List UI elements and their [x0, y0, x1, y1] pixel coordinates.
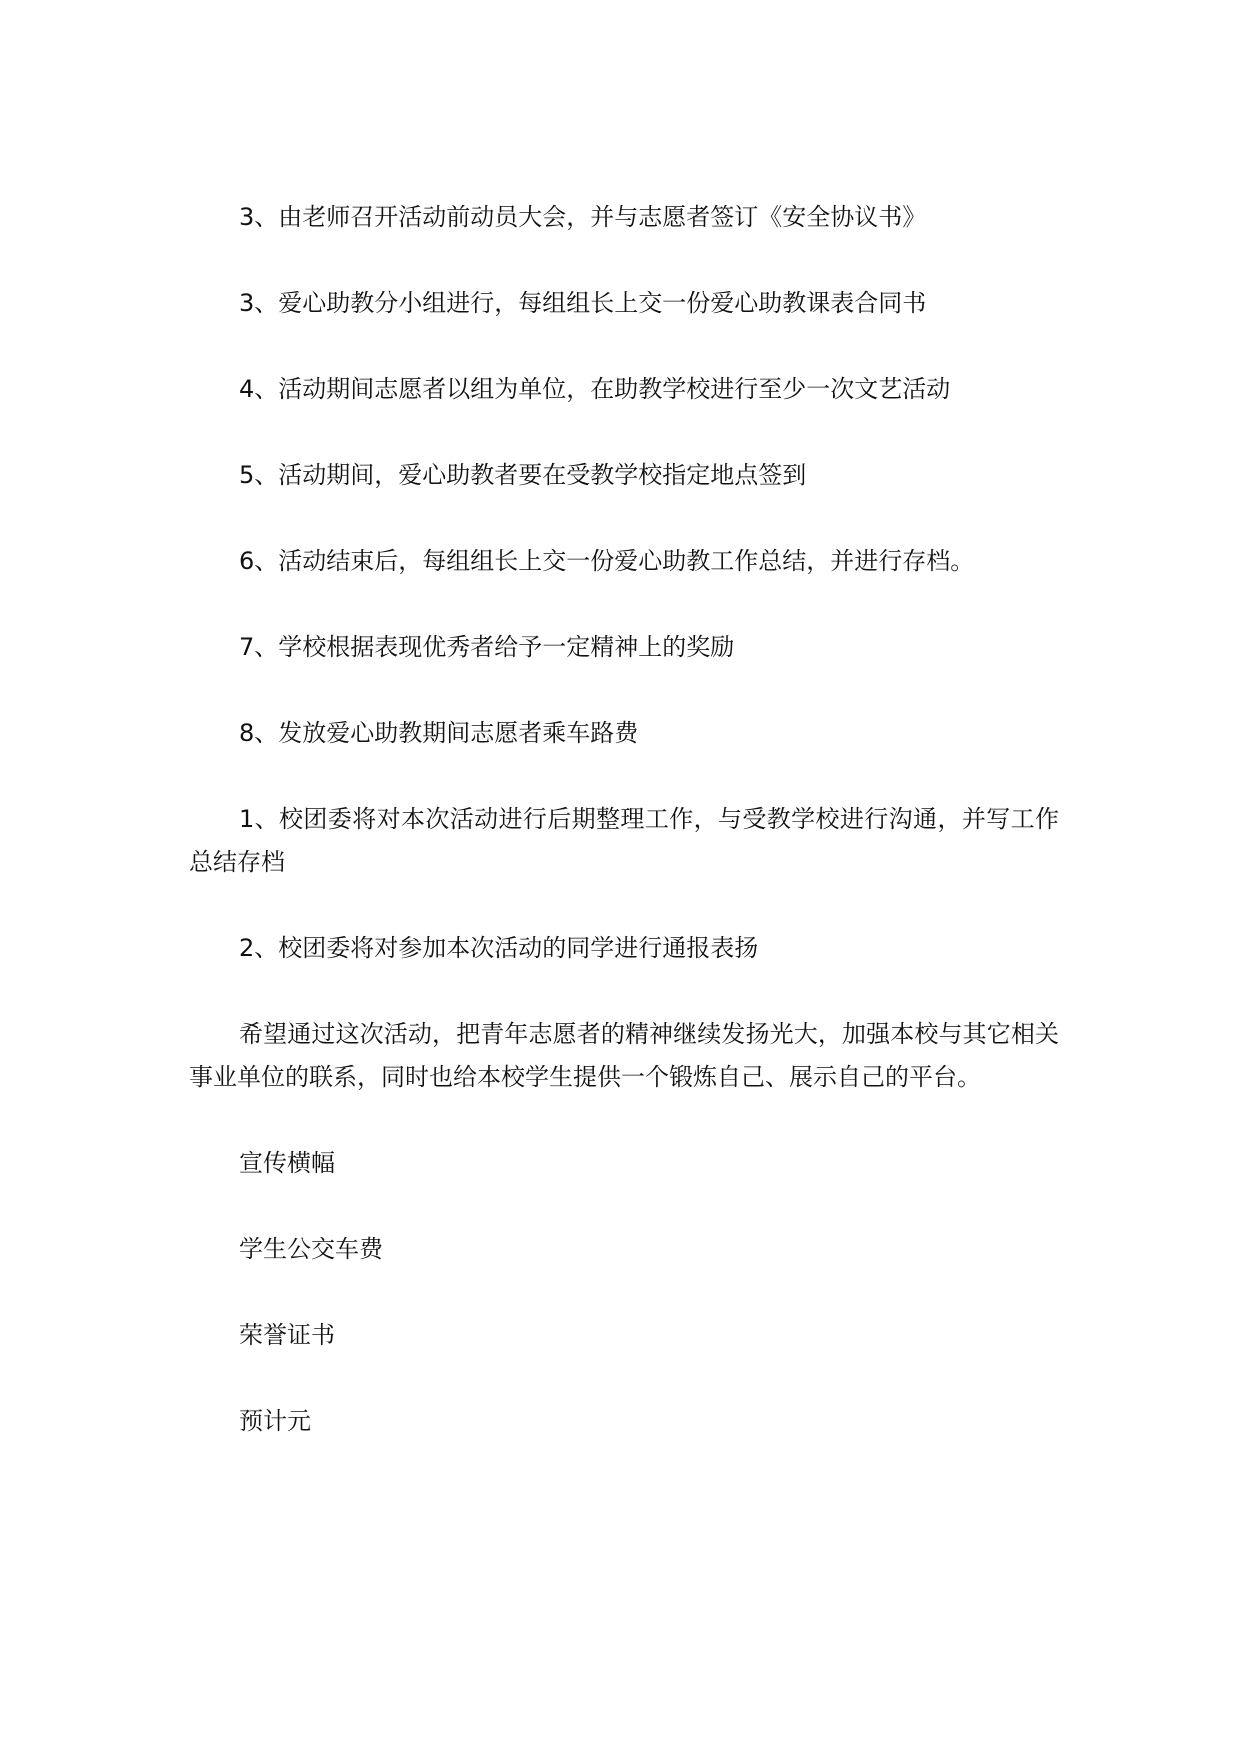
paragraph-item-4-activity: 4、活动期间志愿者以组为单位，在助教学校进行至少一次文艺活动 — [239, 375, 951, 403]
paragraph-item-6-summary: 6、活动结束后，每组组长上交一份爱心助教工作总结，并进行存档。 — [239, 547, 975, 575]
document-body — [189, 196, 1059, 1443]
paragraph-item-3-groups: 3、爱心助教分小组进行，每组组长上交一份爱心助教课表合同书 — [239, 289, 927, 317]
budget-item-banner: 宣传横幅 — [239, 1149, 335, 1177]
paragraph-item-7-reward: 7、学校根据表现优秀者给予一定精神上的奖励 — [239, 633, 735, 661]
paragraph-followup-1: 1、校团委将对本次活动进行后期整理工作，与受教学校进行沟通，并写工作总结存档 — [189, 805, 1059, 876]
budget-item-certificate: 荣誉证书 — [239, 1321, 335, 1349]
paragraph-followup-2: 2、校团委将对参加本次活动的同学进行通报表扬 — [239, 934, 759, 962]
paragraph-item-5-signin: 5、活动期间，爱心助教者要在受教学校指定地点签到 — [239, 461, 807, 489]
budget-item-bus-fare: 学生公交车费 — [239, 1235, 383, 1263]
paragraph-conclusion: 希望通过这次活动，把青年志愿者的精神继续发扬光大，加强本校与其它相关事业单位的联系，同时也给本校学生提供一个锻炼自己、展示自己的平台。 — [189, 1020, 1059, 1091]
paragraph-item-3-briefing: 3、由老师召开活动前动员大会，并与志愿者签订《安全协议书》 — [239, 203, 927, 231]
paragraph-item-8-fare: 8、发放爱心助教期间志愿者乘车路费 — [239, 719, 639, 747]
budget-item-estimate: 预计元 — [239, 1407, 311, 1435]
